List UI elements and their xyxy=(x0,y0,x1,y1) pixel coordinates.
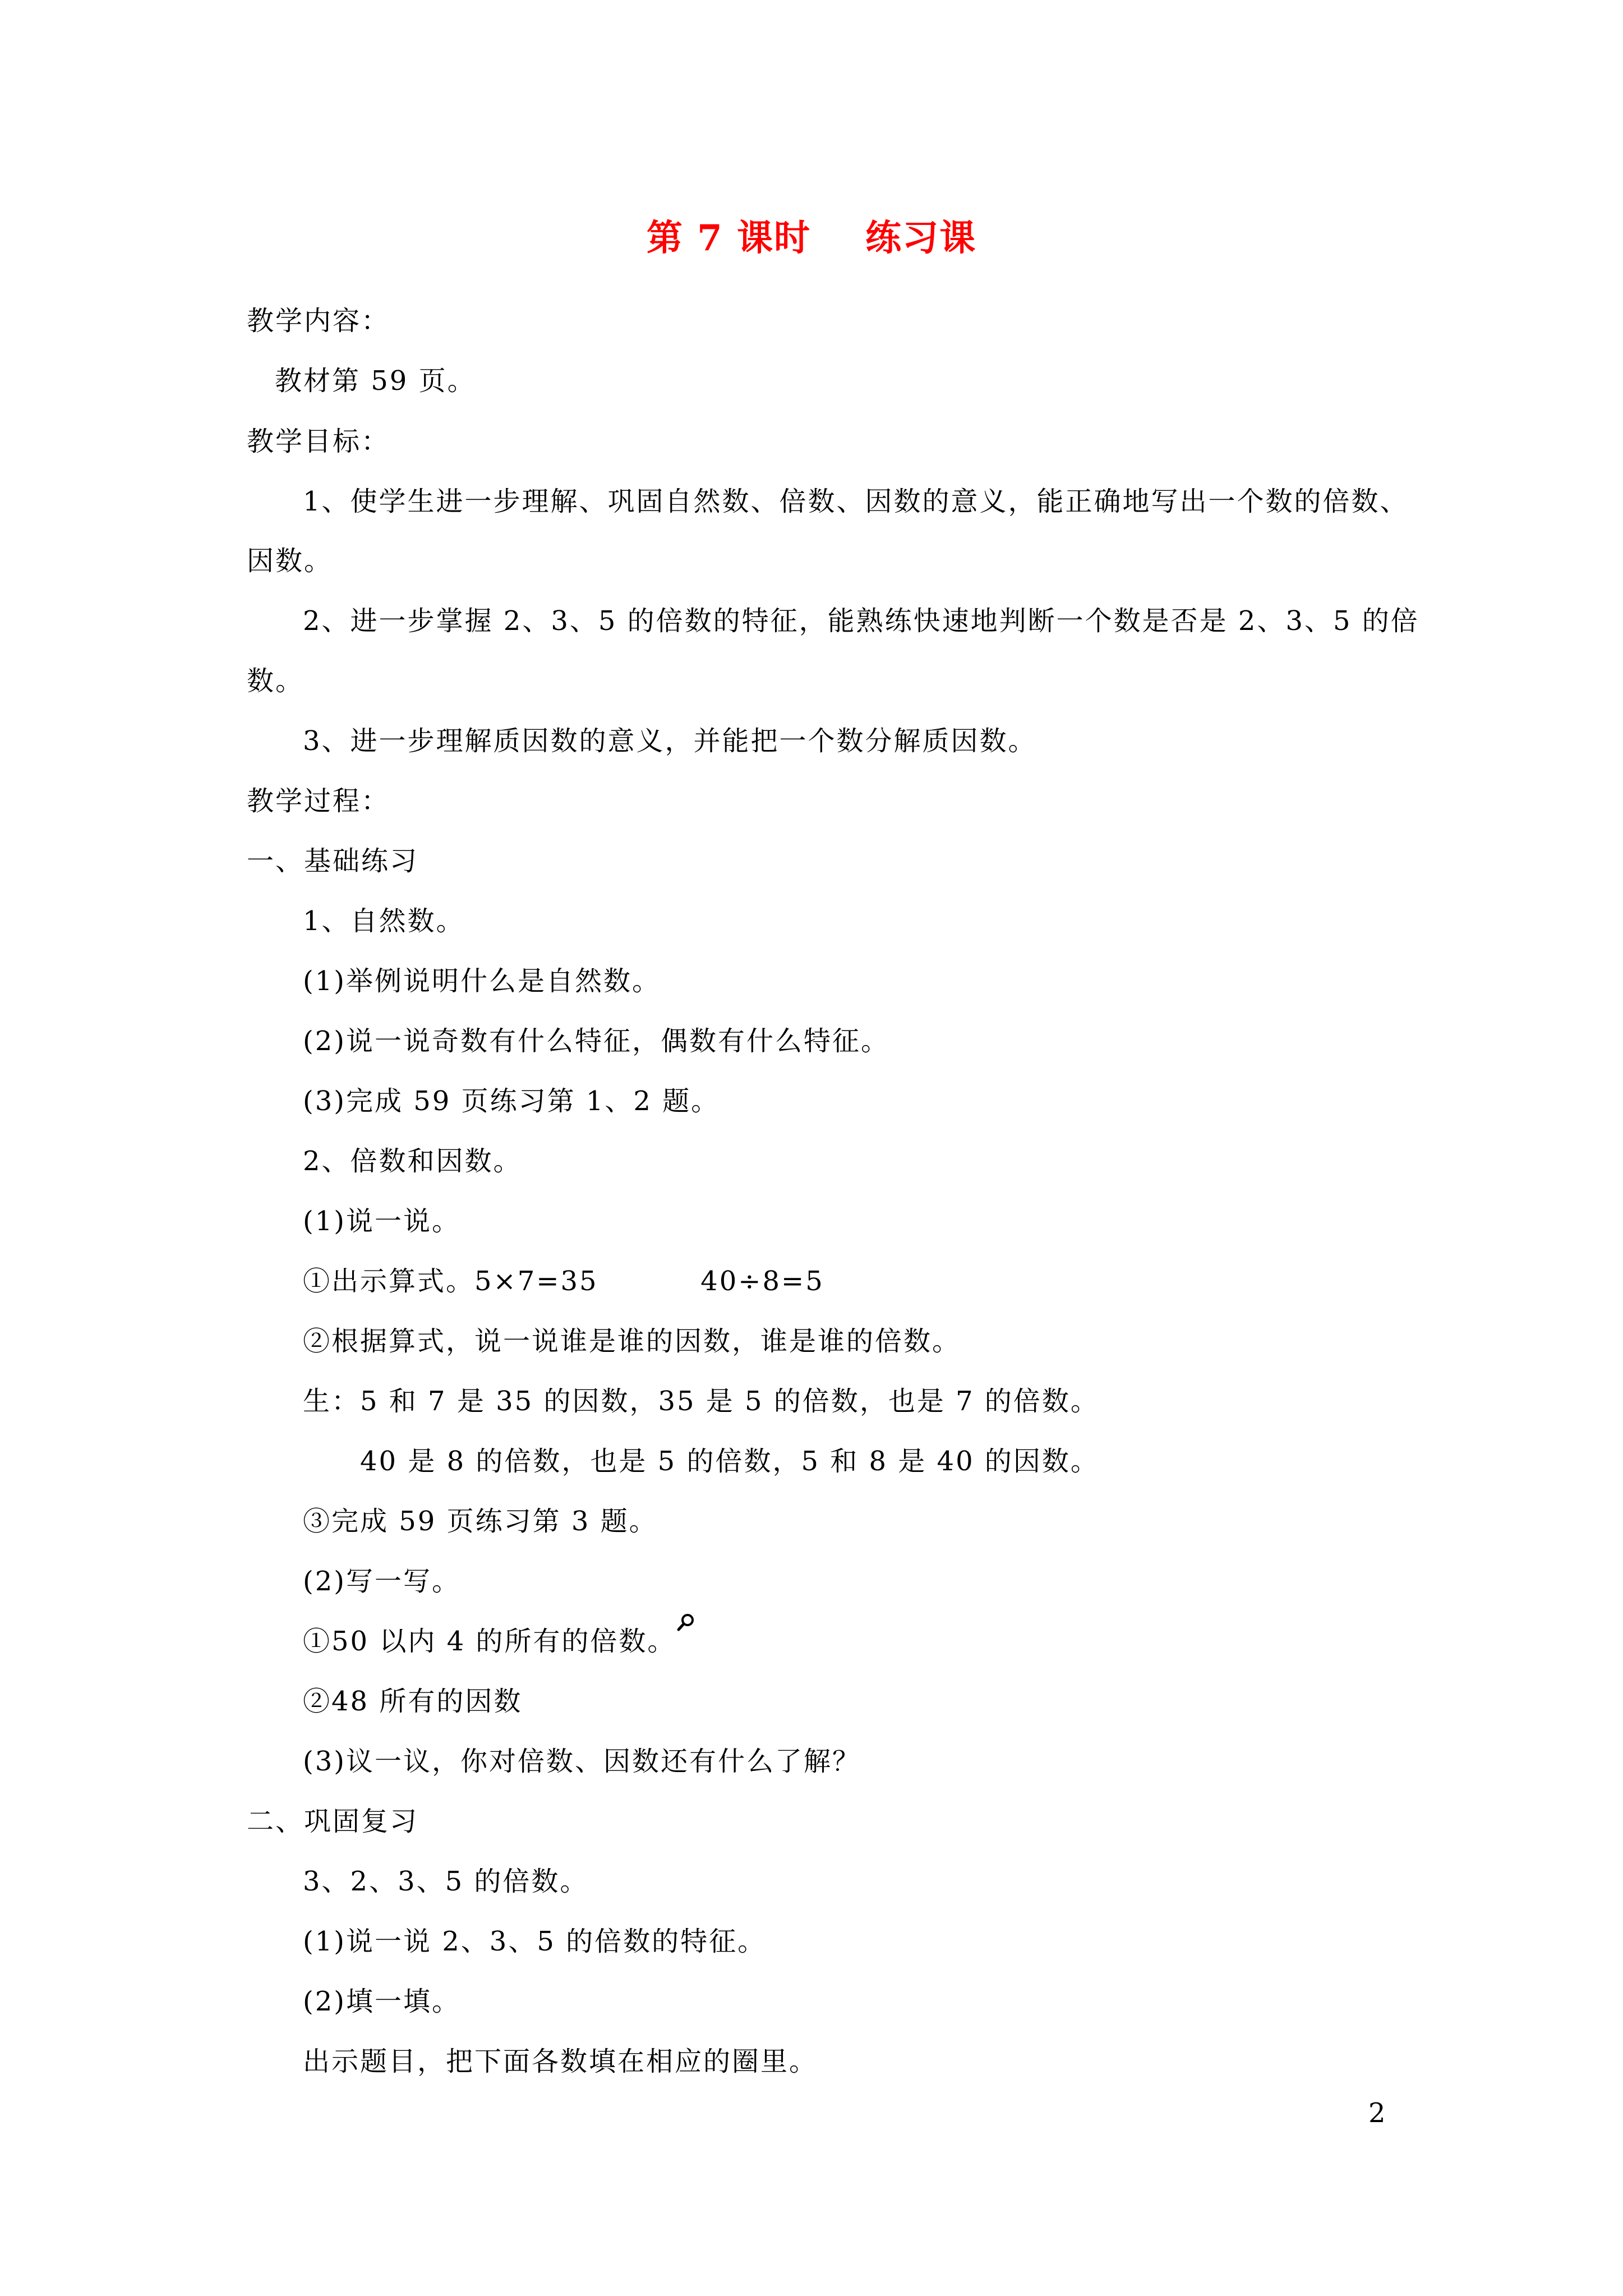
list-item: (1)说一说。 xyxy=(303,1205,460,1237)
list-item: (2)填一填。 xyxy=(303,1986,460,2017)
section-heading-process: 教学过程： xyxy=(247,785,390,817)
list-item: ②根据算式，说一说谁是谁的因数，谁是谁的倍数。 xyxy=(303,1326,961,1357)
list-item: 出示题目，把下面各数填在相应的圈里。 xyxy=(303,2046,818,2077)
page-number: 2 xyxy=(1368,2097,1386,2129)
objective-line: 3、进一步理解质因数的意义，并能把一个数分解质因数。 xyxy=(303,725,1037,757)
lesson-title: 第 7 课时 练习课 xyxy=(646,217,977,259)
list-item: (3)完成 59 页练习第 1、2 题。 xyxy=(303,1085,720,1117)
list-item: ②48 所有的因数 xyxy=(303,1686,523,1717)
objective-line: 因数。 xyxy=(247,545,333,577)
section-heading-content: 教学内容： xyxy=(247,305,390,337)
objective-line: 1、使学生进一步理解、巩固自然数、倍数、因数的意义，能正确地写出一个数的倍数、 xyxy=(303,486,1409,517)
list-item: ③完成 59 页练习第 3 题。 xyxy=(303,1506,658,1537)
objective-line: 2、进一步掌握 2、3、5 的倍数的特征，能熟练快速地判断一个数是否是 2、3、5 的倍 xyxy=(303,605,1419,637)
list-item: (1)说一说 2、3、5 的倍数的特征。 xyxy=(303,1926,767,1957)
content-line: 教材第 59 页。 xyxy=(275,365,476,397)
list-item: (2)说一说奇数有什么特征，偶数有什么特征。 xyxy=(303,1025,889,1057)
list-item: ①出示算式。5×7=35 40÷8=5 xyxy=(303,1266,824,1297)
subsection-heading: 1、自然数。 xyxy=(303,905,465,937)
section-heading-review: 二、巩固复习 xyxy=(247,1806,419,1837)
subsection-heading: 3、2、3、5 的倍数。 xyxy=(303,1866,589,1897)
student-answer: 40 是 8 的倍数，也是 5 的倍数，5 和 8 是 40 的因数。 xyxy=(360,1446,1099,1477)
objective-line: 数。 xyxy=(247,665,305,697)
list-item: (3)议一议，你对倍数、因数还有什么了解？ xyxy=(303,1746,861,1777)
list-item: (1)举例说明什么是自然数。 xyxy=(303,965,661,997)
search-icon xyxy=(676,1612,696,1632)
section-heading-basic-practice: 一、基础练习 xyxy=(247,845,419,877)
list-item: ①50 以内 4 的所有的倍数。 xyxy=(303,1626,676,1657)
student-answer: 生：5 和 7 是 35 的因数，35 是 5 的倍数，也是 7 的倍数。 xyxy=(303,1386,1099,1417)
list-item: (2)写一写。 xyxy=(303,1566,460,1597)
section-heading-objectives: 教学目标： xyxy=(247,426,390,457)
subsection-heading: 2、倍数和因数。 xyxy=(303,1145,522,1177)
